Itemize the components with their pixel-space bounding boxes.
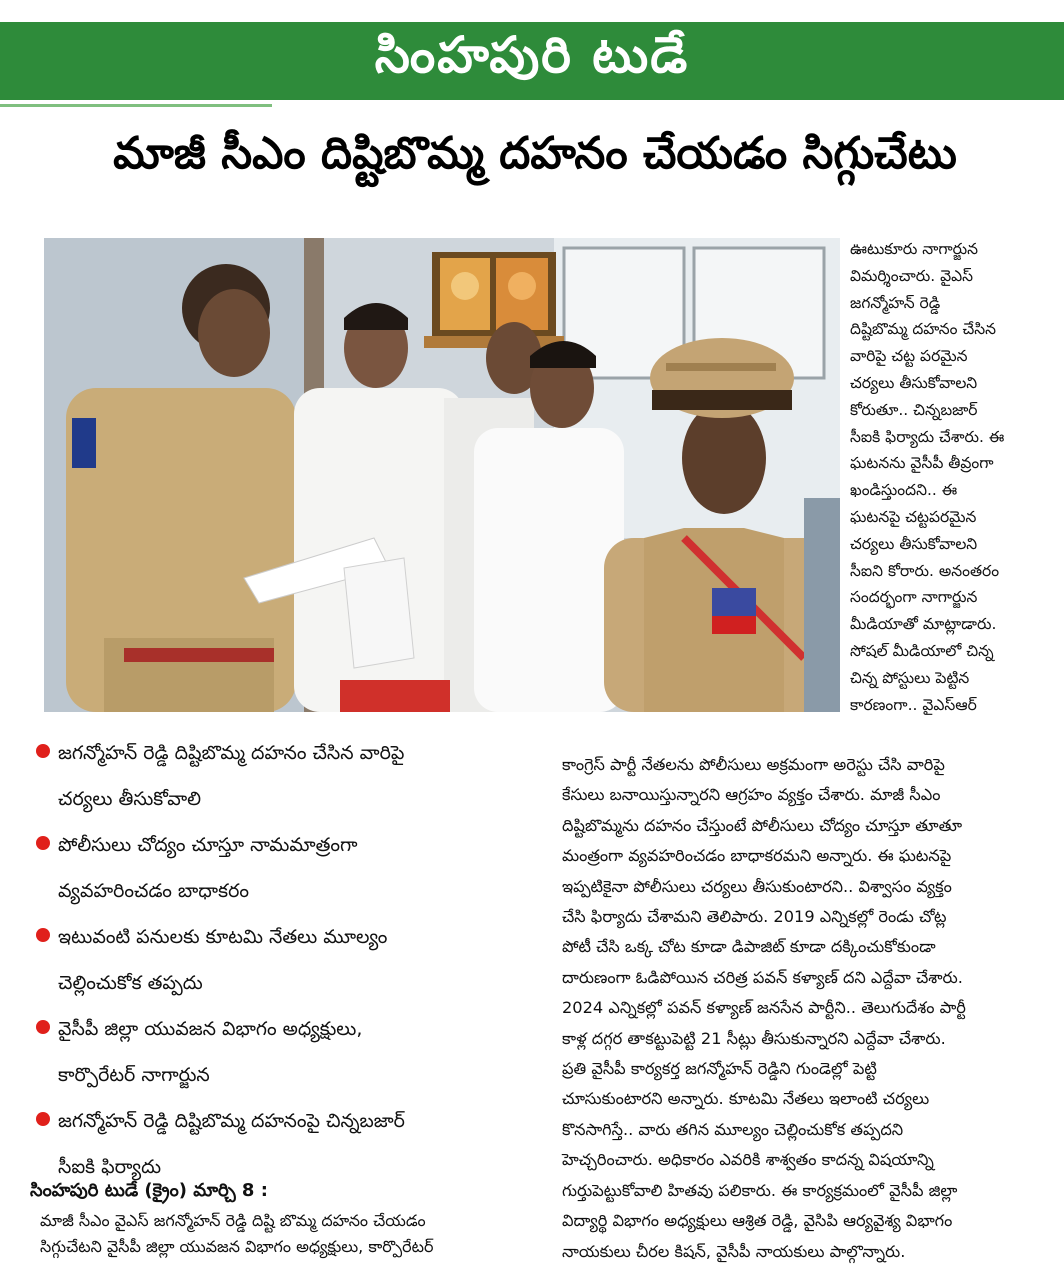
bullet-dot-icon (36, 836, 50, 850)
highlight-line: జగన్మోహన్ రెడ్డి దిష్టిబొమ్మ దహనంపై చిన్నబజార్ (58, 1110, 405, 1132)
side-line: సందర్భంగా నాగార్జున (850, 588, 978, 607)
side-line: వారిపై చట్ట పరమైన (850, 347, 968, 366)
highlight-line: పోలీసులు చోద్యం చూస్తూ నామమాత్రంగా (58, 834, 358, 856)
masthead (0, 22, 1064, 100)
body-line: గుర్తుపెట్టుకోవాలి హితవు పలికారు. ఈ కార్యక్రమంలో వైసీపీ జిల్లా (562, 1180, 958, 1200)
body-line: దారుణంగా ఓడిపోయిన చరిత్ర పవన్ కళ్యాణ్ దని ఎద్దేవా చేశారు. (562, 967, 963, 987)
side-line: చర్యలు తీసుకోవాలని (850, 373, 978, 392)
highlight-line: కార్పొరేటర్ నాగార్జున (58, 1064, 210, 1086)
side-line: సీఐని కోరారు. అనంతరం (850, 561, 1000, 580)
highlight-line: వైసీపీ జిల్లా యువజన విభాగం అధ్యక్షులు, (58, 1018, 363, 1040)
highlight-item (30, 822, 550, 914)
highlights-list (30, 730, 550, 1190)
body-line: 2024 ఎన్నికల్లో పవన్ కళ్యాణ్ జనసేన పార్టీని.. తెలుగుదేశం పార్టీ (562, 998, 966, 1018)
side-line: ఘటనను వైసీపీ తీవ్రంగా (850, 454, 994, 473)
body-line: దిష్టిబొమ్మను దహనం చేస్తుంటే పోలీసులు చోద్యం చూస్తూ తూతూ (562, 815, 963, 835)
body-column-text (562, 750, 1052, 1267)
divider (0, 104, 272, 107)
side-line: ఊటుకూరు నాగార్జున (850, 240, 979, 258)
side-line: దిష్టిబొమ్మ దహనం చేసిన (850, 320, 997, 339)
side-line: సోషల్ మీడియాలో చిన్న (850, 641, 994, 660)
bullet-dot-icon (36, 744, 50, 758)
highlight-line: ఇటువంటి పనులకు కూటమి నేతలు మూల్యం (58, 926, 388, 948)
bullet-dot-icon (36, 928, 50, 942)
body-line: విద్యార్థి విభాగం అధ్యక్షులు ఆశ్రిత రెడ్డి, వైసిపి ఆర్యవైశ్య విభాగం (562, 1211, 953, 1231)
intro-line: మాజీ సీఎం వైఎస్ జగన్మోహన్ రెడ్డి దిష్టి బొమ్మ దహనం చేయడం (40, 1211, 426, 1230)
highlight-item (30, 1098, 550, 1190)
side-line: చిన్న పోస్టులు పెట్టిన (850, 668, 970, 687)
side-line: విమర్శించారు. వైఎస్ (850, 266, 974, 285)
side-column-text (850, 236, 1058, 718)
body-line: కొనసాగిస్తే.. వారు తగిన మూల్యం చెల్లించుకోక తప్పదని (562, 1119, 904, 1139)
body-line: హెచ్చరించారు. అధికారం ఎవరికి శాశ్వతం కాదన్న విషయాన్ని (562, 1150, 934, 1170)
highlight-line: జగన్మోహన్ రెడ్డి దిష్టిబొమ్మ దహనం చేసిన వారిపై (58, 742, 405, 764)
body-line: నాయకులు చీరల కిషన్, వైసీపీ నాయకులు పాల్గొన్నారు. (562, 1241, 906, 1261)
headline: మాజీ సీఎం దిష్టిబొమ్మ దహనం చేయడం సిగ్గుచేటు (113, 128, 957, 179)
bullet-dot-icon (36, 1112, 50, 1126)
side-line: ఖండిస్తుందని.. ఈ (850, 481, 958, 500)
side-line: చర్యలు తీసుకోవాలని (850, 534, 978, 553)
body-line: కేసులు బనాయిస్తున్నారని ఆగ్రహం వ్యక్తం చేశారు. మాజీ సీఎం (562, 785, 941, 805)
highlight-item (30, 914, 550, 1006)
masthead-title: సింహపురి టుడే (374, 25, 690, 84)
dateline: సింహపురి టుడే (క్రైం) మార్చి 8 : (30, 1180, 268, 1201)
body-line: కాంగ్రెస్ పార్టీ నేతలను పోలీసులు అక్రమంగా అరెస్టు చేసి వారిపై (562, 755, 945, 774)
body-line: మంత్రంగా వ్యవహరించడం బాధాకరమని అన్నారు. ఈ ఘటనపై (562, 846, 952, 866)
side-line: సీఐకి ఫిర్యాదు చేశారు. ఈ (850, 427, 1005, 446)
highlight-line: వ్యవహరించడం బాధాకరం (58, 880, 250, 902)
body-line: ప్రతి వైసీపీ కార్యకర్త జగన్మోహన్ రెడ్డిని గుండెల్లో పెట్టి (562, 1059, 877, 1079)
highlight-item (30, 1006, 550, 1098)
news-photo (44, 238, 840, 712)
intro-line: సిగ్గుచేటని వైసీపీ జిల్లా యువజన విభాగం అధ్యక్షులు, కార్పొరేటర్ (40, 1237, 434, 1256)
bullet-dot-icon (36, 1020, 50, 1034)
highlight-line: చర్యలు తీసుకోవాలి (58, 788, 202, 810)
body-line: కాళ్ల దగ్గర తాకట్టుపెట్టి 21 సీట్లు తీసుకున్నారని ఎద్దేవా చేశారు. (562, 1028, 946, 1048)
side-line: మీడియాతో మాట్లాడారు. (850, 615, 997, 634)
body-line: పోటీ చేసి ఒక్క చోట కూడా డిపాజిట్ కూడా దక్కించుకోకుండా (562, 937, 936, 957)
body-line: చూసుకుంటారని అన్నారు. కూటమి నేతలు ఇలాంటి చర్యలు (562, 1089, 930, 1109)
body-line: ఇప్పటికైనా పోలీసులు చర్యలు తీసుకుంటారని.. విశ్వాసం వ్యక్తం (562, 876, 952, 896)
highlight-line: చెల్లించుకోక తప్పదు (58, 972, 203, 994)
highlight-item (30, 730, 550, 822)
side-line: కారణంగా.. వైఎస్ఆర్ (850, 695, 977, 714)
body-line: చేసి ఫిర్యాదు చేశామని తెలిపారు. 2019 ఎన్నికల్లో రెండు చోట్ల (562, 907, 947, 927)
highlight-line: సీఐకి ఫిర్యాదు (58, 1156, 162, 1178)
side-line: ఘటనపై చట్టపరమైన (850, 507, 977, 526)
intro-text (40, 1208, 540, 1260)
side-line: జగన్మోహన్ రెడ్డి (850, 293, 941, 312)
side-line: కోరుతూ.. చిన్నబజార్ (850, 400, 978, 419)
